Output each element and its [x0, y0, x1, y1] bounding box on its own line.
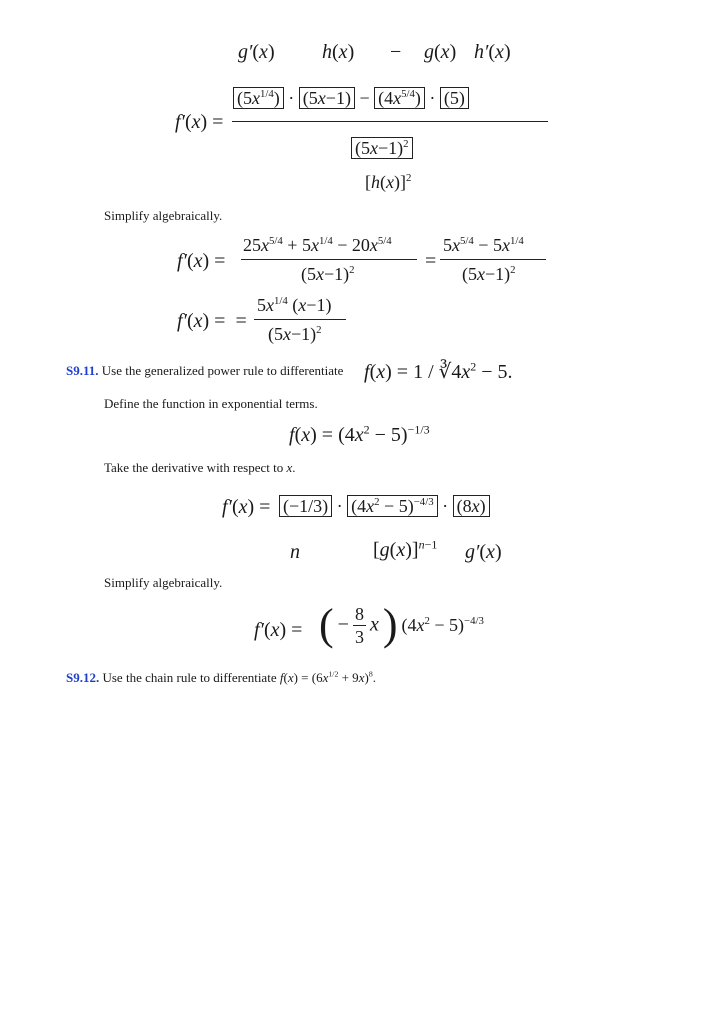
final-expression — [319, 600, 484, 649]
left-paren: ( — [319, 600, 334, 649]
numerator-box-2: (5x−1) — [299, 87, 355, 109]
dot: · — [429, 88, 440, 108]
label-g-prime-2: g′(x) — [465, 541, 502, 563]
label-h-prime: h′(x) — [474, 41, 511, 63]
dot: · — [442, 496, 449, 516]
problem-formula: $f(x) = 1 / ∛4x^2 - 5$. — [364, 359, 513, 383]
coefficient-bar — [353, 625, 366, 626]
problem-text: Use the chain rule to differentiate $f(x) = (6x^{1/2} + 9x)^8$. — [102, 669, 376, 685]
problem-s9-11 — [66, 364, 343, 377]
label-g: g(x) — [424, 41, 457, 63]
step-text-simplify-1: Simplify algebraically. — [104, 208, 223, 223]
numerator-box-3: $(4x^{5/4})$ — [374, 87, 425, 109]
label-g-prime: g′(x) — [238, 41, 275, 63]
fraction-2-bar — [440, 259, 546, 260]
step-text-define: Define the function in exponential terms. — [104, 396, 318, 411]
fraction-3-numerator: $5x^{1/4}$ (x−1) — [257, 295, 332, 315]
problem-label: S9.11. — [66, 363, 99, 378]
quotient-lhs: f′(x) = — [175, 111, 224, 133]
dot: · — [288, 88, 299, 108]
quotient-fraction-bar — [232, 121, 548, 122]
numerator-box-4: (5) — [440, 87, 469, 109]
simplify-lhs-1: f′(x) = — [177, 250, 226, 272]
problem-s9-12 — [66, 671, 376, 684]
fraction-1-denominator: $(5x-1)^2$ — [301, 264, 355, 284]
label-g-power: $[g(x)]^{n-1}$ — [373, 537, 438, 561]
step-text-simplify-2: Simplify algebraically. — [104, 575, 223, 590]
step-text-derivative: Take the derivative with respect to x. — [104, 460, 296, 475]
fraction-1-numerator: $25x^{5/4} + 5x^{1/4} - 20x^{5/4}$ — [243, 235, 392, 255]
fraction-3-bar — [254, 319, 346, 320]
fraction-1-bar — [241, 259, 417, 260]
quotient-numerator — [233, 87, 469, 109]
denominator-label: $[h(x)]^2$ — [365, 172, 412, 192]
fraction-2-numerator: $5x^{5/4} - 5x^{1/4}$ — [443, 235, 524, 255]
fraction-2-denominator: $(5x-1)^2$ — [462, 264, 516, 284]
label-h: h(x) — [322, 41, 355, 63]
equals-sign: = — [425, 250, 437, 272]
label-n: n — [290, 541, 300, 563]
label-minus: − — [390, 41, 402, 63]
fraction-3-denominator: $(5x-1)^2$ — [268, 324, 322, 344]
numerator-minus: − — [359, 88, 370, 108]
power-rule-box-2: $(4x^2 - 5)^{-4/3}$ — [347, 495, 437, 517]
exponential-form: $f(x) = (4x^2 - 5)^{-1/3}$ — [289, 422, 430, 446]
power-rule-box-1: (−1/3) — [279, 495, 332, 517]
minus-sign: − — [337, 613, 349, 636]
coefficient-denominator: 3 — [354, 626, 364, 647]
final-tail: $(4x^2 - 5)^{-4/3}$ — [401, 614, 484, 635]
numerator-box-1: $(5x^{1/4})$ — [233, 87, 284, 109]
right-paren: ) — [382, 600, 398, 649]
power-rule-terms — [279, 495, 490, 517]
denominator-box: $(5x-1)^2$ — [351, 137, 413, 159]
coefficient-fraction — [353, 605, 366, 646]
simplify-lhs-2: f′(x) = = — [177, 310, 247, 332]
problem-text: Use the generalized power rule to differentiate — [101, 363, 344, 378]
dot: · — [336, 496, 343, 516]
coefficient-numerator: 8 — [354, 603, 364, 624]
power-rule-box-3: (8x) — [453, 495, 490, 517]
quotient-denominator — [351, 137, 413, 159]
final-lhs: f′(x) = — [254, 619, 303, 641]
power-rule-lhs: f′(x) = — [222, 496, 271, 518]
problem-label: S9.12. — [66, 670, 100, 685]
variable-x: x — [369, 613, 379, 636]
